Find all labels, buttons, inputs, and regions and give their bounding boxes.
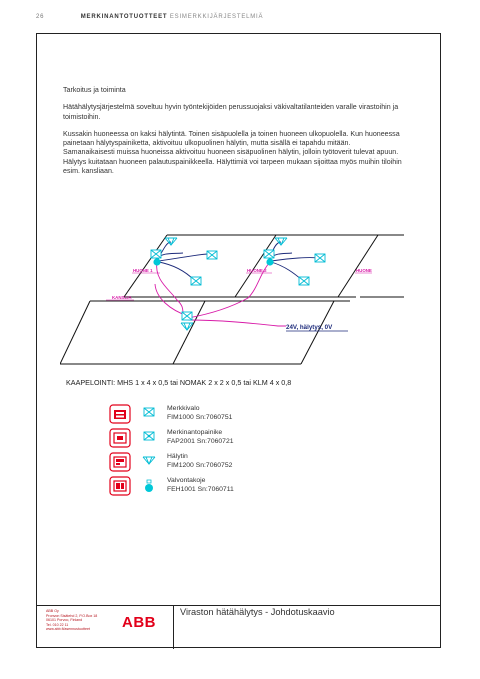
legend-item-merkinantopainike xyxy=(109,428,234,448)
legend-code: FEH1001 Sn:7060711 xyxy=(167,486,234,493)
legend-item-valvontakoje xyxy=(109,476,234,496)
halytin-device-icon xyxy=(109,452,131,472)
valvontakoje-device-icon xyxy=(109,476,131,496)
cabling-spec: KAAPELOINTI: MHS 1 x 4 x 0,5 tai NOMAK 2 x 2 x 0,5 tai KLM 4 x 0,8 xyxy=(66,378,292,387)
legend-name: Merkinantopainike xyxy=(167,429,223,436)
devices xyxy=(151,238,325,330)
legend-code: FIM1200 Sn:7060752 xyxy=(167,462,233,469)
svg-text:KANSLIA: KANSLIA xyxy=(112,295,132,300)
merkinantopainike-device-icon xyxy=(109,428,131,448)
svg-text:HUONE 2: HUONE 2 xyxy=(247,268,267,273)
wiring-diagram xyxy=(60,228,412,370)
intro-heading: Tarkoitus ja toiminta xyxy=(63,86,126,94)
svg-text:24V, hälytys, 0V: 24V, hälytys, 0V xyxy=(286,324,333,331)
halytin-symbol-icon xyxy=(142,455,156,465)
merkkivalo-device-icon xyxy=(109,404,131,424)
legend-item-merkkivalo xyxy=(109,404,232,424)
abb-logo xyxy=(122,614,158,629)
legend-name: Hälytin xyxy=(167,453,188,460)
drawing-title: Viraston hätähälytys - Johdotuskaavio xyxy=(180,607,335,617)
company-info: ABB Oy Pronvon Sisätehd 2, P.O.Box 18 06101 Porvoo, Finland Tel. 010 22 11 www.abb.fi/asennustuotteet xyxy=(46,609,98,631)
section-title: MERKINANTOTUOTTEET xyxy=(80,14,168,20)
title-block-divider xyxy=(173,606,174,649)
legend-item-halytin xyxy=(109,452,232,472)
merkinantopainike-symbol-icon xyxy=(143,431,155,441)
legend-code: FAP2001 Sn:7060721 xyxy=(167,438,234,445)
legend-name: Merkkivalo xyxy=(167,405,200,412)
intro-text xyxy=(63,86,403,184)
intro-paragraph-2: Kussakin huoneessa on kaksi hälytintä. Toinen sisäpuolella ja toinen huoneen ulkopuolella. Kun huoneessa painetaan hälytyspainiketta, aktivoituu ulkopuolinen hälytin, mutta sisällä ei tapahdu mitään. Samanaikaisesti muissa huoneissa aktivoituu huoneen sisäpuolinen hälytin, jolloin työtoverit tulevat apuun. Hälytys kuitataan huoneen palautuspainikkeella. Hälyttimiä voi tarpeen mukaan sijoittaa myös muihin tiloihin esim. kansliaan. xyxy=(63,129,402,176)
svg-text:HUONE 1: HUONE 1 xyxy=(133,268,153,273)
merkkivalo-symbol-icon xyxy=(143,407,155,417)
section-subtitle: ESIMERKKIJÄRJESTELMIÄ xyxy=(169,14,264,20)
svg-text:HUONE: HUONE xyxy=(356,268,372,273)
page-header xyxy=(36,14,263,20)
intro-paragraph-1: Hätähälytysjärjestelmä soveltuu hyvin työntekijöiden perussuojaksi väkivaltatilanteiden varalle virastoihin ja toimistoihin. xyxy=(63,103,399,121)
legend-name: Valvontakoje xyxy=(167,477,206,484)
supply-label xyxy=(286,324,348,331)
page-number: 26 xyxy=(36,14,45,20)
title-block xyxy=(36,605,441,648)
room-labels xyxy=(106,268,372,300)
wiring-lines xyxy=(156,242,317,280)
valvontakoje-symbol-icon xyxy=(143,479,155,493)
legend-code: FIM1000 Sn:7060751 xyxy=(167,414,233,421)
svg-text:ABB: ABB xyxy=(122,614,156,629)
